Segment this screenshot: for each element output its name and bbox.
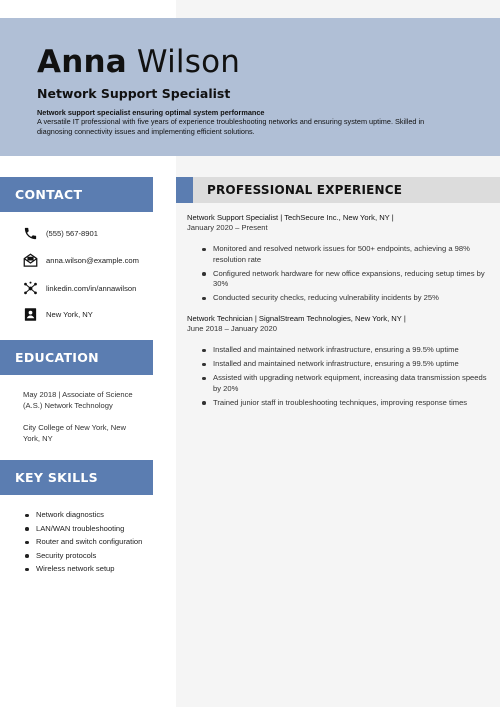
experience-accent: [176, 177, 193, 203]
linkedin-text: linkedin.com/in/annawilson: [46, 284, 137, 293]
experience-heading: PROFESSIONAL EXPERIENCE: [207, 183, 403, 197]
phone-icon: [22, 225, 39, 242]
skill-item: LAN/WAN troubleshooting: [23, 524, 148, 535]
education-heading: EDUCATION: [0, 340, 153, 375]
contact-phone[interactable]: [22, 225, 98, 242]
job-bullets: [187, 345, 492, 408]
linkedin-icon: [22, 280, 39, 297]
email-icon: [22, 252, 39, 269]
location-text: New York, NY: [46, 310, 93, 319]
first-name: Anna: [37, 44, 127, 80]
job-bullet: Conducted security checks, reducing vulnerability incidents by 25%: [201, 293, 492, 304]
job-bullet: Installed and maintained network infrastructure, ensuring a 99.5% uptime: [201, 359, 492, 370]
skill-item: Network diagnostics: [23, 510, 148, 521]
job-role: Network Support Specialist | TechSecure Inc., New York, NY |: [187, 213, 394, 222]
job-role: Network Technician | SignalStream Technologies, New York, NY |: [187, 314, 406, 323]
skills-list: [23, 510, 148, 578]
skill-item: Security protocols: [23, 551, 148, 562]
job-bullet: Configured network hardware for new office expansions, reducing setup times by 30%: [201, 269, 492, 290]
job-entry: [187, 314, 492, 412]
summary-text: A versatile IT professional with five years of experience troubleshooting networks and ensuring system uptime. Skilled in diagnosing connectivity issues and implementing efficient solutions.: [37, 117, 425, 136]
contact-heading: CONTACT: [0, 177, 153, 212]
job-entry: [187, 213, 492, 307]
job-bullet: Assisted with upgrading network equipment, increasing data transmission speeds by 20%: [201, 373, 492, 394]
job-bullets: [187, 244, 492, 304]
email-text: anna.wilson@example.com: [46, 256, 139, 265]
education-school: City College of New York, New York, NY: [23, 423, 126, 443]
summary-heading: Network support specialist ensuring optimal system performance: [37, 108, 265, 117]
job-title: Network Support Specialist: [37, 86, 231, 101]
contact-linkedin[interactable]: [22, 280, 136, 297]
candidate-name: [37, 44, 240, 80]
contact-location: [22, 306, 93, 323]
skill-item: Wireless network setup: [23, 564, 148, 575]
phone-text: (555) 567-8901: [46, 229, 98, 238]
contact-email[interactable]: [22, 252, 139, 269]
last-name: Wilson: [136, 44, 241, 80]
job-bullet: Trained junior staff in troubleshooting techniques, improving response times: [201, 398, 492, 409]
job-date: January 2020 – Present: [187, 223, 268, 232]
education-degree: May 2018 | Associate of Science (A.S.) Network Technology: [23, 390, 133, 410]
job-bullet: Installed and maintained network infrastructure, ensuring a 99.5% uptime: [201, 345, 492, 356]
skill-item: Router and switch configuration: [23, 537, 148, 548]
job-date: June 2018 – January 2020: [187, 324, 277, 333]
location-icon: [22, 306, 39, 323]
job-bullet: Monitored and resolved network issues for 500+ endpoints, achieving a 98% resolution rate: [201, 244, 492, 265]
skills-heading: KEY SKILLS: [0, 460, 153, 495]
experience-heading-bar: [176, 177, 500, 203]
